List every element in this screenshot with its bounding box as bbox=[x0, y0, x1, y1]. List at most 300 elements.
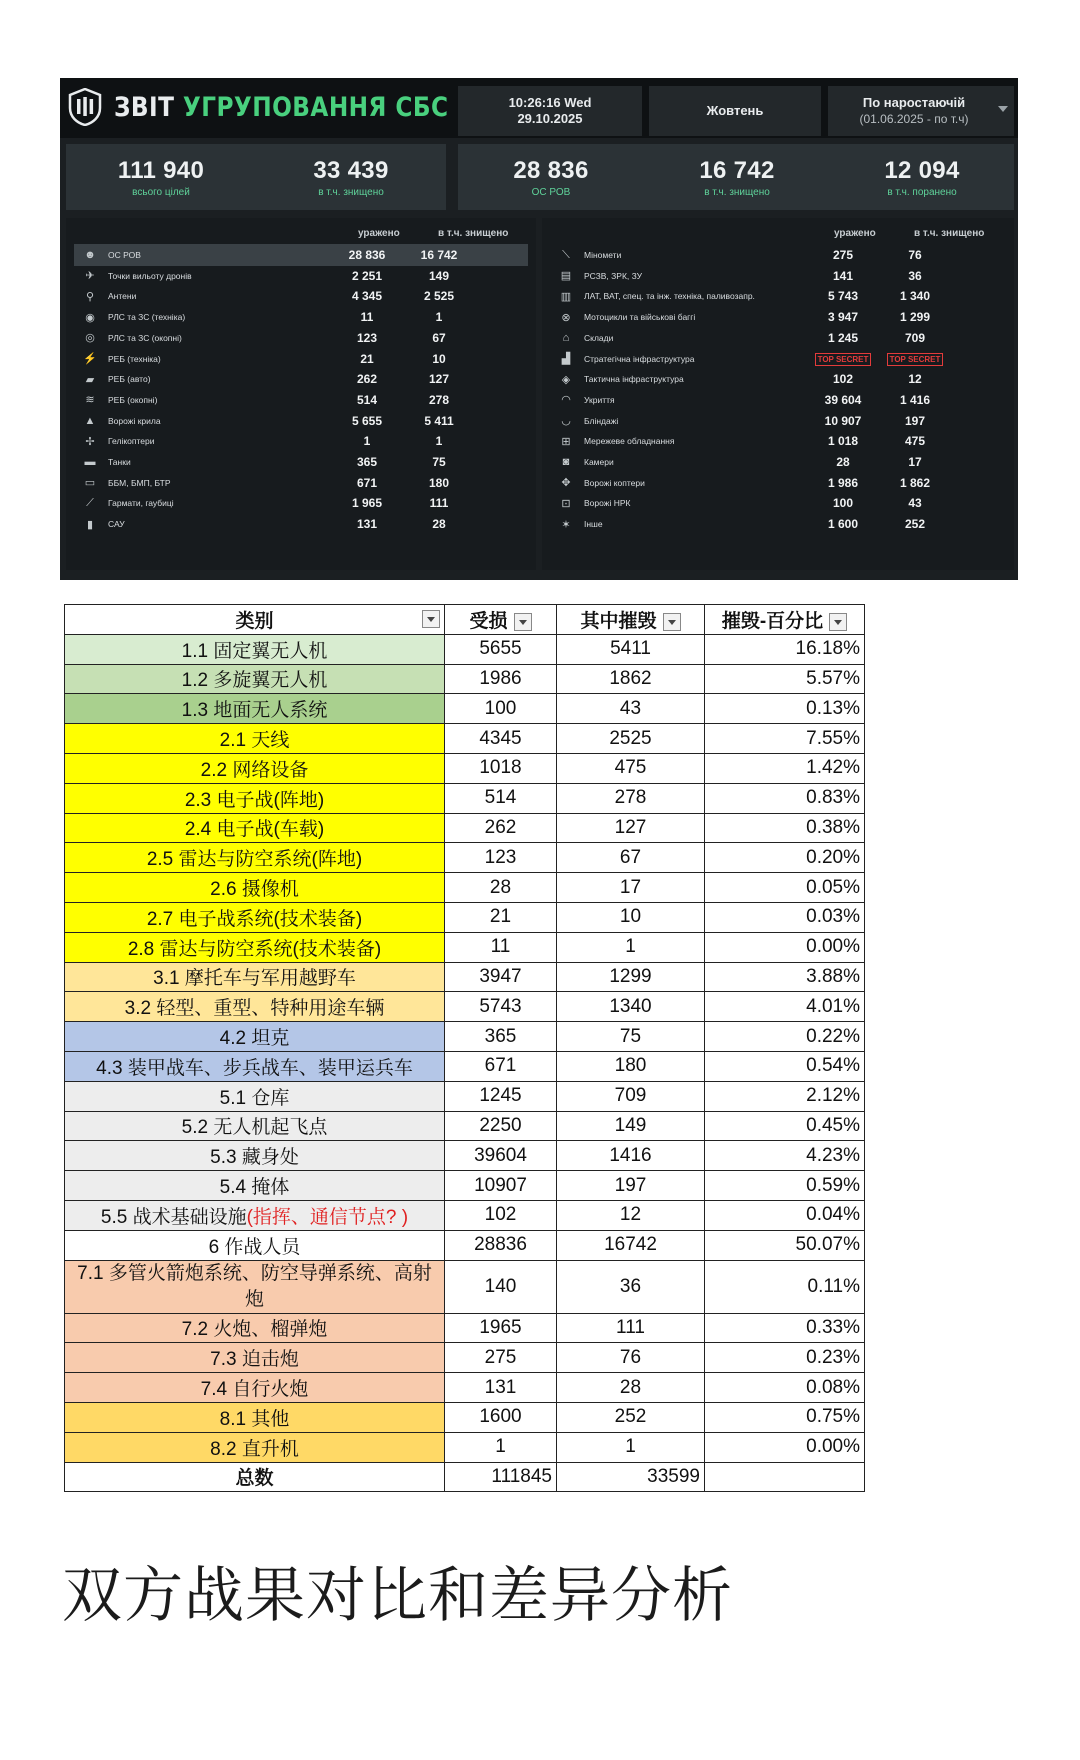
hit-value: 4 345 bbox=[351, 289, 383, 304]
target-row bbox=[74, 244, 528, 266]
datetime-box bbox=[458, 86, 642, 136]
target-row bbox=[550, 285, 1004, 307]
date-text: 29.10.2025 bbox=[517, 111, 583, 126]
target-row bbox=[74, 389, 528, 411]
category-cell: 3.1 摩托车与军用越野车 bbox=[65, 962, 445, 992]
destroyed-value: 17 bbox=[908, 455, 922, 469]
table-row bbox=[65, 843, 865, 873]
hit-value: 11 bbox=[360, 310, 374, 325]
percent-cell: 50.07% bbox=[705, 1230, 865, 1260]
target-row bbox=[74, 410, 528, 432]
percent-cell: 0.83% bbox=[705, 783, 865, 813]
target-name: Ворожі коптери bbox=[584, 477, 645, 488]
category-cell: 5.3 藏身处 bbox=[65, 1141, 445, 1171]
dashboard-logo bbox=[68, 88, 503, 126]
period-selector[interactable] bbox=[828, 86, 1014, 136]
target-row bbox=[74, 368, 528, 390]
target-row bbox=[74, 472, 528, 494]
destroyed-value: 43 bbox=[908, 496, 922, 511]
target-name: РЛС та ЗС (техніка) bbox=[108, 312, 186, 323]
table-row bbox=[65, 1051, 865, 1081]
target-name: ЛАТ, ВАТ, спец. та інж. техніка, паливозапр. bbox=[584, 291, 755, 302]
table-row bbox=[65, 932, 865, 962]
filter-icon[interactable] bbox=[663, 613, 681, 631]
stat-personnel: 28 836 ОС РОВ bbox=[513, 156, 589, 198]
target-row bbox=[550, 327, 1004, 349]
dashboard-title: ЗВІТ УГРУПОВАННЯ СБС bbox=[114, 91, 449, 123]
percent-cell: 0.00% bbox=[705, 932, 865, 962]
warehouse-icon: ⌂ bbox=[562, 331, 570, 344]
hit-cell: 4345 bbox=[445, 724, 557, 754]
hit-value: 5 655 bbox=[351, 413, 383, 428]
destroyed-value: 252 bbox=[904, 517, 926, 532]
hit-value: 275 bbox=[832, 248, 854, 262]
percent-cell: 16.18% bbox=[705, 634, 865, 664]
category-cell: 1.2 多旋翼无人机 bbox=[65, 664, 445, 694]
stat-personnel-killed: 16 742 в т.ч. знищено bbox=[699, 156, 775, 198]
category-cell: 5.4 掩体 bbox=[65, 1171, 445, 1201]
destroyed-cell: 76 bbox=[557, 1343, 705, 1373]
header-destroyed: 其中摧毁 bbox=[557, 605, 705, 635]
target-row bbox=[74, 513, 528, 535]
category-cell: 2.1 天线 bbox=[65, 724, 445, 754]
top-secret-badge: TOP SECRET bbox=[887, 353, 944, 366]
table-row bbox=[65, 1081, 865, 1111]
stat-personnel-wounded: 12 094 в т.ч. поранено bbox=[884, 156, 960, 198]
period-label: По наростаючій bbox=[862, 95, 966, 110]
category-cell: 5.2 无人机起飞点 bbox=[65, 1111, 445, 1141]
destroyed-value: 1 416 bbox=[899, 392, 931, 407]
destroyed-value: 1 bbox=[435, 434, 443, 449]
left-col-destroyed: в т.ч. знищено bbox=[438, 228, 509, 239]
table-row bbox=[65, 1373, 865, 1403]
percent-cell: 0.04% bbox=[705, 1200, 865, 1230]
target-name: Танки bbox=[108, 457, 131, 467]
destroyed-cell: 149 bbox=[557, 1111, 705, 1141]
destroyed-value: 1 862 bbox=[899, 475, 931, 490]
category-cell: 7.3 迫击炮 bbox=[65, 1343, 445, 1373]
period-range: (01.06.2025 - по т.ч) bbox=[859, 112, 969, 126]
destroyed-cell: 111 bbox=[557, 1313, 705, 1343]
target-name: Стратегічна інфраструктура bbox=[584, 353, 695, 364]
tank-icon: ▬ bbox=[84, 456, 96, 468]
target-row bbox=[74, 348, 528, 370]
total-percent bbox=[705, 1462, 865, 1492]
destroyed-cell: 67 bbox=[557, 843, 705, 873]
hit-cell: 140 bbox=[445, 1260, 557, 1313]
destroyed-cell: 12 bbox=[557, 1200, 705, 1230]
table-row bbox=[65, 1141, 865, 1171]
mlrs-icon: ▤ bbox=[560, 270, 572, 283]
ugv-icon: ⊡ bbox=[561, 497, 571, 510]
hit-cell: 5743 bbox=[445, 992, 557, 1022]
target-name: Антени bbox=[108, 291, 137, 302]
destroyed-value: 75 bbox=[432, 455, 446, 469]
percent-cell: 0.33% bbox=[705, 1313, 865, 1343]
category-cell: 4.3 装甲战车、步兵战车、装甲运兵车 bbox=[65, 1051, 445, 1081]
hit-value: 671 bbox=[356, 475, 378, 490]
percent-cell: 7.55% bbox=[705, 724, 865, 754]
hit-cell: 10907 bbox=[445, 1171, 557, 1201]
destroyed-value: 10 bbox=[432, 351, 446, 366]
percent-cell: 4.01% bbox=[705, 992, 865, 1022]
hit-cell: 131 bbox=[445, 1373, 557, 1403]
destroyed-value: 12 bbox=[908, 372, 922, 387]
target-name: Камери bbox=[584, 457, 614, 467]
target-row bbox=[550, 451, 1004, 473]
target-row bbox=[550, 513, 1004, 535]
hit-cell: 275 bbox=[445, 1343, 557, 1373]
truck-icon: ▥ bbox=[560, 290, 572, 303]
table-row bbox=[65, 783, 865, 813]
total-label: 总数 bbox=[65, 1462, 445, 1492]
target-name: Інше bbox=[584, 519, 603, 530]
table-row bbox=[65, 962, 865, 992]
hit-value: 5 743 bbox=[827, 289, 859, 304]
percent-cell: 1.42% bbox=[705, 753, 865, 783]
sbs-dashboard bbox=[60, 78, 1018, 580]
factory-icon: ▟ bbox=[561, 353, 571, 365]
percent-cell: 2.12% bbox=[705, 1081, 865, 1111]
target-row bbox=[550, 348, 1004, 370]
target-row bbox=[550, 410, 1004, 432]
category-cell: 5.5 战术基础设施(指挥、通信节点? ) bbox=[65, 1200, 445, 1230]
hit-value: 28 836 bbox=[348, 248, 386, 262]
destroyed-cell: 2525 bbox=[557, 724, 705, 754]
percent-cell: 4.23% bbox=[705, 1141, 865, 1171]
hit-value: 262 bbox=[356, 372, 378, 387]
hit-cell: 123 bbox=[445, 843, 557, 873]
shelter-icon: ◠ bbox=[561, 394, 571, 407]
category-cell: 2.3 电子战(阵地) bbox=[65, 783, 445, 813]
category-note: (指挥、通信节点? ) bbox=[246, 1206, 409, 1228]
table-row bbox=[65, 664, 865, 694]
network-icon: ⊞ bbox=[561, 435, 571, 448]
percent-cell: 0.75% bbox=[705, 1402, 865, 1432]
table-row bbox=[65, 902, 865, 932]
target-name: Ворожі крила bbox=[108, 415, 161, 426]
target-name: Укриття bbox=[584, 394, 615, 405]
hit-value bbox=[808, 351, 878, 366]
destroyed-cell: 1862 bbox=[557, 664, 705, 694]
hit-cell: 1 bbox=[445, 1432, 557, 1462]
category-cell: 4.2 坦克 bbox=[65, 1022, 445, 1052]
percent-cell: 0.23% bbox=[705, 1343, 865, 1373]
percent-cell: 0.05% bbox=[705, 873, 865, 903]
target-name: РЕБ (окопні) bbox=[108, 394, 158, 405]
target-row bbox=[74, 430, 528, 452]
ifv-icon: ▭ bbox=[84, 477, 96, 490]
other-icon: ✶ bbox=[561, 518, 571, 531]
hit-cell: 1018 bbox=[445, 753, 557, 783]
soldier-icon: ☻ bbox=[84, 249, 96, 261]
drone-launch-icon: ✈ bbox=[85, 270, 95, 283]
month-text: Жовтень bbox=[706, 103, 764, 118]
category-cell: 2.8 雷达与防空系统(技术装备) bbox=[65, 932, 445, 962]
category-cell: 2.2 网络设备 bbox=[65, 753, 445, 783]
percent-cell: 0.45% bbox=[705, 1111, 865, 1141]
table-row bbox=[65, 724, 865, 754]
destroyed-cell: 180 bbox=[557, 1051, 705, 1081]
quadcopter-icon: ✥ bbox=[561, 477, 571, 490]
target-row bbox=[550, 368, 1004, 390]
filter-icon[interactable] bbox=[514, 613, 532, 631]
table-header-row bbox=[65, 605, 865, 635]
target-name: Мережеве обладнання bbox=[584, 436, 675, 447]
destroyed-cell: 10 bbox=[557, 902, 705, 932]
destroyed-cell: 1299 bbox=[557, 962, 705, 992]
target-name: Міномети bbox=[584, 250, 622, 260]
table-total-row bbox=[65, 1462, 865, 1492]
ew-vehicle-icon: ⚡ bbox=[83, 353, 97, 365]
table-row bbox=[65, 813, 865, 843]
hit-value: 100 bbox=[832, 496, 854, 511]
shield-logo-icon bbox=[68, 88, 102, 126]
hit-cell: 365 bbox=[445, 1022, 557, 1052]
antenna-icon: ⚲ bbox=[85, 290, 95, 303]
target-name: Гармати, гаубиці bbox=[108, 498, 174, 509]
mortar-icon: ⟍ bbox=[562, 248, 570, 261]
destroyed-value: 149 bbox=[428, 268, 450, 283]
target-row bbox=[550, 389, 1004, 411]
hit-cell: 39604 bbox=[445, 1141, 557, 1171]
hit-cell: 5655 bbox=[445, 634, 557, 664]
radar-position-icon: ◎ bbox=[85, 332, 95, 345]
target-row bbox=[550, 492, 1004, 514]
hit-value: 28 bbox=[836, 455, 850, 469]
hit-cell: 1245 bbox=[445, 1081, 557, 1111]
header-category: 类别 bbox=[65, 605, 445, 635]
hit-cell: 28 bbox=[445, 873, 557, 903]
left-col-hit: уражено bbox=[358, 228, 400, 239]
hit-cell: 2250 bbox=[445, 1111, 557, 1141]
stat-total-destroyed: 33 439 в т.ч. знищено bbox=[313, 156, 389, 198]
destroyed-value: 2 525 bbox=[423, 289, 455, 304]
target-row bbox=[550, 430, 1004, 452]
hit-cell: 1986 bbox=[445, 664, 557, 694]
spg-icon: ▮ bbox=[86, 518, 94, 531]
hit-value: 1 600 bbox=[827, 517, 859, 532]
destroyed-cell: 127 bbox=[557, 813, 705, 843]
filter-icon[interactable] bbox=[829, 613, 847, 631]
destroyed-value: 1 299 bbox=[899, 310, 931, 325]
destroyed-value: 111 bbox=[429, 496, 449, 511]
destroyed-cell: 28 bbox=[557, 1373, 705, 1403]
destroyed-cell: 475 bbox=[557, 753, 705, 783]
percent-cell: 0.20% bbox=[705, 843, 865, 873]
category-cell: 2.5 雷达与防空系统(阵地) bbox=[65, 843, 445, 873]
target-name: РЕБ (авто) bbox=[108, 374, 151, 385]
destroyed-cell: 43 bbox=[557, 694, 705, 724]
destroyed-cell: 197 bbox=[557, 1171, 705, 1201]
category-cell: 7.4 自行火炮 bbox=[65, 1373, 445, 1403]
target-name: Тактична інфраструктура bbox=[584, 374, 684, 385]
category-cell: 7.2 火炮、榴弹炮 bbox=[65, 1313, 445, 1343]
tactical-icon: ◈ bbox=[561, 373, 571, 386]
target-row bbox=[74, 492, 528, 514]
filter-sort-icon[interactable] bbox=[422, 610, 440, 628]
hit-cell: 262 bbox=[445, 813, 557, 843]
target-name: Мотоцикли та військові баггі bbox=[584, 312, 696, 323]
percent-cell: 0.54% bbox=[705, 1051, 865, 1081]
hit-cell: 514 bbox=[445, 783, 557, 813]
hit-cell: 3947 bbox=[445, 962, 557, 992]
hit-cell: 1600 bbox=[445, 1402, 557, 1432]
percent-cell: 0.22% bbox=[705, 1022, 865, 1052]
helicopter-icon: ✢ bbox=[85, 435, 95, 448]
table-row bbox=[65, 753, 865, 783]
table-row bbox=[65, 1200, 865, 1230]
destroyed-value: 28 bbox=[432, 517, 446, 532]
percent-cell: 0.13% bbox=[705, 694, 865, 724]
category-cell: 5.1 仓库 bbox=[65, 1081, 445, 1111]
destroyed-value: 16 742 bbox=[420, 248, 458, 262]
right-col-hit: уражено bbox=[834, 228, 876, 239]
destroyed-cell: 16742 bbox=[557, 1230, 705, 1260]
dugout-icon: ◡ bbox=[561, 415, 571, 428]
table-row bbox=[65, 1402, 865, 1432]
target-name: ОС РОВ bbox=[108, 250, 141, 260]
hit-value: 1 018 bbox=[827, 434, 859, 449]
destroyed-cell: 1340 bbox=[557, 992, 705, 1022]
target-row bbox=[74, 285, 528, 307]
category-cell: 1.1 固定翼无人机 bbox=[65, 634, 445, 664]
category-cell: 2.6 摄像机 bbox=[65, 873, 445, 903]
target-row bbox=[550, 265, 1004, 287]
table-row bbox=[65, 1111, 865, 1141]
category-cell: 3.2 轻型、重型、特种用途车辆 bbox=[65, 992, 445, 1022]
destroyed-value: 1 bbox=[435, 310, 443, 325]
percent-cell: 0.38% bbox=[705, 813, 865, 843]
destroyed-value: 197 bbox=[904, 413, 926, 428]
hit-value: 1 986 bbox=[827, 475, 859, 490]
table-body bbox=[65, 634, 865, 1462]
destroyed-cell: 5411 bbox=[557, 634, 705, 664]
target-row bbox=[550, 244, 1004, 266]
table-row bbox=[65, 1230, 865, 1260]
percent-cell: 5.57% bbox=[705, 664, 865, 694]
target-row bbox=[74, 327, 528, 349]
target-name: Точки вильоту дронів bbox=[108, 270, 192, 281]
chevron-down-icon bbox=[998, 106, 1008, 112]
destroyed-cell: 709 bbox=[557, 1081, 705, 1111]
howitzer-icon: ⟋ bbox=[86, 496, 94, 509]
month-selector[interactable] bbox=[649, 86, 821, 136]
target-name: Склади bbox=[584, 332, 614, 343]
destroyed-value: 76 bbox=[908, 248, 922, 262]
target-name: ББМ, БМП, БТР bbox=[108, 477, 171, 488]
hit-value: 10 907 bbox=[824, 413, 862, 428]
target-name: Бліндажі bbox=[584, 415, 619, 426]
hit-value: 39 604 bbox=[824, 392, 862, 407]
percent-cell: 0.00% bbox=[705, 1432, 865, 1462]
radar-vehicle-icon: ◉ bbox=[85, 311, 95, 324]
hit-value: 1 245 bbox=[827, 330, 859, 345]
summary-table bbox=[64, 604, 865, 1492]
destroyed-cell: 278 bbox=[557, 783, 705, 813]
right-col-destroyed: в т.ч. знищено bbox=[914, 228, 985, 239]
target-name: Гелікоптери bbox=[108, 436, 155, 447]
category-cell: 6 作战人员 bbox=[65, 1230, 445, 1260]
hit-cell: 28836 bbox=[445, 1230, 557, 1260]
destroyed-cell: 17 bbox=[557, 873, 705, 903]
category-cell: 2.4 电子战(车载) bbox=[65, 813, 445, 843]
page-headline: 双方战果对比和差异分析 bbox=[62, 1561, 733, 1631]
header-percent: 摧毁-百分比 bbox=[705, 605, 865, 635]
hit-value: 123 bbox=[356, 330, 378, 345]
destroyed-cell: 36 bbox=[557, 1260, 705, 1313]
table-row bbox=[65, 873, 865, 903]
destroyed-value: 1 340 bbox=[899, 289, 931, 304]
table-row bbox=[65, 1022, 865, 1052]
table-row bbox=[65, 1313, 865, 1343]
percent-cell: 0.59% bbox=[705, 1171, 865, 1201]
hit-value: 102 bbox=[832, 372, 854, 387]
destroyed-value: 127 bbox=[428, 372, 450, 387]
percent-cell: 0.11% bbox=[705, 1260, 865, 1313]
target-name: Ворожі НРК bbox=[584, 498, 631, 509]
category-cell: 8.2 直升机 bbox=[65, 1432, 445, 1462]
category-cell: 2.7 电子战系统(技术装备) bbox=[65, 902, 445, 932]
hit-value: 141 bbox=[832, 268, 854, 283]
camera-icon: ◙ bbox=[562, 456, 570, 468]
ew-truck-icon: ▰ bbox=[85, 373, 95, 386]
target-row bbox=[74, 306, 528, 328]
target-name: РЕБ (техніка) bbox=[108, 353, 161, 364]
destroyed-cell: 1 bbox=[557, 932, 705, 962]
destroyed-cell: 252 bbox=[557, 1402, 705, 1432]
hit-cell: 11 bbox=[445, 932, 557, 962]
destroyed-value: 180 bbox=[428, 475, 450, 490]
destroyed-value: 5 411 bbox=[424, 413, 454, 428]
hit-value: 2 251 bbox=[351, 268, 383, 283]
table-row bbox=[65, 1260, 865, 1313]
destroyed-cell: 1 bbox=[557, 1432, 705, 1462]
category-cell: 1.3 地面无人系统 bbox=[65, 694, 445, 724]
hit-cell: 102 bbox=[445, 1200, 557, 1230]
stat-total-targets: 111 940 всього цілей bbox=[117, 156, 205, 198]
category-cell: 8.1 其他 bbox=[65, 1402, 445, 1432]
table-row bbox=[65, 1171, 865, 1201]
destroyed-value: 36 bbox=[908, 268, 922, 283]
destroyed-value: 475 bbox=[904, 434, 926, 449]
percent-cell: 0.08% bbox=[705, 1373, 865, 1403]
hit-value: 514 bbox=[356, 392, 378, 407]
hit-value: 131 bbox=[356, 517, 378, 532]
top-secret-badge: TOP SECRET bbox=[815, 353, 872, 366]
table-row bbox=[65, 1343, 865, 1373]
table-row bbox=[65, 992, 865, 1022]
hit-value: 3 947 bbox=[827, 310, 859, 325]
time-text: 10:26:16 Wed bbox=[508, 95, 592, 110]
percent-cell: 0.03% bbox=[705, 902, 865, 932]
destroyed-cell: 1416 bbox=[557, 1141, 705, 1171]
table-row bbox=[65, 1432, 865, 1462]
percent-cell: 3.88% bbox=[705, 962, 865, 992]
table-row bbox=[65, 634, 865, 664]
hit-cell: 671 bbox=[445, 1051, 557, 1081]
hit-value: 1 bbox=[363, 434, 371, 449]
target-row bbox=[74, 451, 528, 473]
hit-cell: 1965 bbox=[445, 1313, 557, 1343]
total-hit: 111845 bbox=[445, 1462, 557, 1492]
target-name: РЛС та ЗС (окопні) bbox=[108, 332, 182, 343]
ew-trench-icon: ≋ bbox=[85, 394, 95, 407]
hit-value: 21 bbox=[360, 351, 374, 366]
wing-icon: ▲ bbox=[84, 414, 96, 427]
target-name: САУ bbox=[108, 519, 125, 530]
total-destroyed: 33599 bbox=[557, 1462, 705, 1492]
